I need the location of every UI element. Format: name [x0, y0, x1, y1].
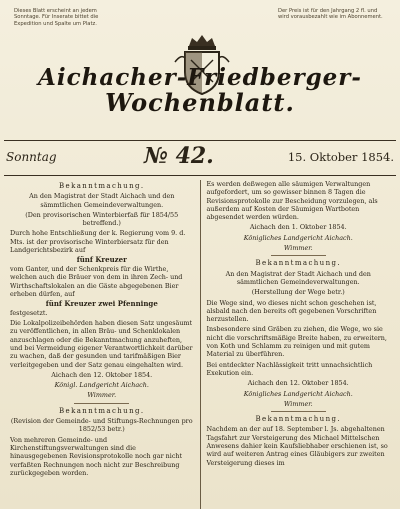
notice-left: Dieses Blatt erscheint an jedem Sonntage. Für Inserate bittet die Expedition und Spalte um Platz.: [14, 8, 99, 27]
court-name: Königliches Landgericht Aichach.: [243, 233, 353, 242]
paragraph: festgesetzt.: [10, 308, 48, 317]
signature: Wimmer.: [283, 399, 313, 408]
issue-day: Sonntag: [6, 150, 57, 164]
issue-dateline: [4, 140, 396, 176]
subject: (Den provisorischen Winterbierfaß für 1854/55 betreffend.): [25, 210, 179, 228]
paragraph: Nachdem an der auf 18. September l. Js. abgehaltenen Tagsfahrt zur Versteigerung des Michael Mittelschen Anwesens dahier kein Kaufsliebhaber erschienen ist, so wird auf weiteren Antrag eines Gläubigers zur zweiten Versteigerung dieses im: [206, 425, 388, 467]
signature: Wimmer.: [283, 244, 313, 253]
court-name: Königliches Landgericht Aichach.: [243, 389, 353, 398]
article-columns: [4, 180, 396, 509]
court-name: Königl. Landgericht Aichach.: [54, 381, 149, 390]
paragraph: Insbesondere sind Gräben zu ziehen, die Wege, wo sie nicht die vorschriftsmäßige Breite haben, zu erweitern, von Koth und Schlamm zu reinigen und mit gutem Material zu überführen.: [206, 325, 387, 359]
divider: [74, 403, 129, 404]
paragraph: vom Ganter, und der Schenkpreis für die Wirthe, welchen auch die Bräuer von dem in ihren Zech- und Wirthschaftslokalen an die Gäste abgegebenen Bier erheben dürfen, auf: [10, 264, 183, 298]
paragraph: Die Lokalpolizeibehörden haben diesen Satz ungesäumt zu veröffentlichen, in allen Bräu- und Schenklokalen anzuschlagen oder die Bekanntmachung anzuheften, und bei Vermeidung eigener Verantwortlichkeit darüber zu wachen, daß der gesunden und tarifmäßigen Bier verleitgegeben und der Satz genau eingehalten wird.: [10, 319, 193, 369]
addressee: An den Magistrat der Stadt Aichach und den sämmtlichen Gemeindeverwaltungen.: [29, 192, 175, 209]
right-column: [201, 180, 397, 509]
notice-heading: Bekanntmachung.: [255, 259, 341, 268]
paragraph: Die Wege sind, wo dieses nicht schon geschehen ist, alsbald nach den bereits oft gegebenen Vorschriften herzustellen.: [206, 298, 377, 324]
issue-date: 15. Oktober 1854.: [287, 150, 394, 164]
place-date: Aichach den 12. Oktober 1854.: [51, 370, 153, 379]
subject: (Herstellung der Wege betr.): [251, 288, 345, 297]
divider: [271, 411, 326, 412]
beer-price-retail: fünf Kreuzer zwei Pfenninge: [45, 299, 158, 309]
paragraph: Von mehreren Gemeinde- und Kirchenstiftungsverwaltungen sind die hinausgegebenen Revisionsprotokolle noch gar nicht verfaßten Rechnungen noch nicht zur Beschreibung zurückgegeben worden.: [10, 435, 183, 477]
masthead-title-line1: Aichacher-Friedberger-: [38, 64, 362, 91]
paragraph: Durch hohe Entschließung der k. Regierung vom 9. d. Mts. ist der provisorische Winterbiersatz für den Landgerichtsbezirk auf: [10, 229, 186, 255]
divider: [271, 255, 326, 256]
notice-heading: Bekanntmachung.: [59, 406, 145, 415]
issue-number: № 42.: [144, 143, 214, 169]
place-date: Aichach den 1. Oktober 1854.: [249, 223, 347, 232]
signature: Wimmer.: [87, 391, 117, 400]
subject: (Revision der Gemeinde- und Stiftungs-Rechnungen pro 1852/53 betr.): [10, 417, 193, 434]
paragraph: Es werden deßwegen alle säumigen Verwaltungen aufgefordert, um so gewisser binnen 8 Tagen die Revisionsprotokolle zur Bescheidung vorzulegen, als außerdem auf Kosten der Säumigen Wartboten abgesendet werden würden.: [206, 180, 378, 222]
masthead: [8, 6, 392, 118]
paragraph: Bei entdeckter Nachlässigkeit tritt unnachsichtlich Exekution ein.: [206, 360, 373, 377]
notice-heading: Bekanntmachung.: [59, 182, 145, 190]
left-column: [4, 180, 201, 509]
masthead-title-line2: Wochenblatt.: [105, 88, 295, 117]
beer-price-wholesale: fünf Kreuzer: [76, 255, 127, 265]
addressee: An den Magistrat der Stadt Aichach und den sämmtlichen Gemeindeverwaltungen.: [225, 269, 371, 286]
place-date: Aichach den 12. Oktober 1854.: [247, 379, 349, 388]
notice-right: Der Preis ist für den Jahrgang 2 fl. und wird vorausbezahlt wie im Abonnement.: [278, 8, 383, 21]
notice-heading: Bekanntmachung.: [255, 415, 341, 424]
